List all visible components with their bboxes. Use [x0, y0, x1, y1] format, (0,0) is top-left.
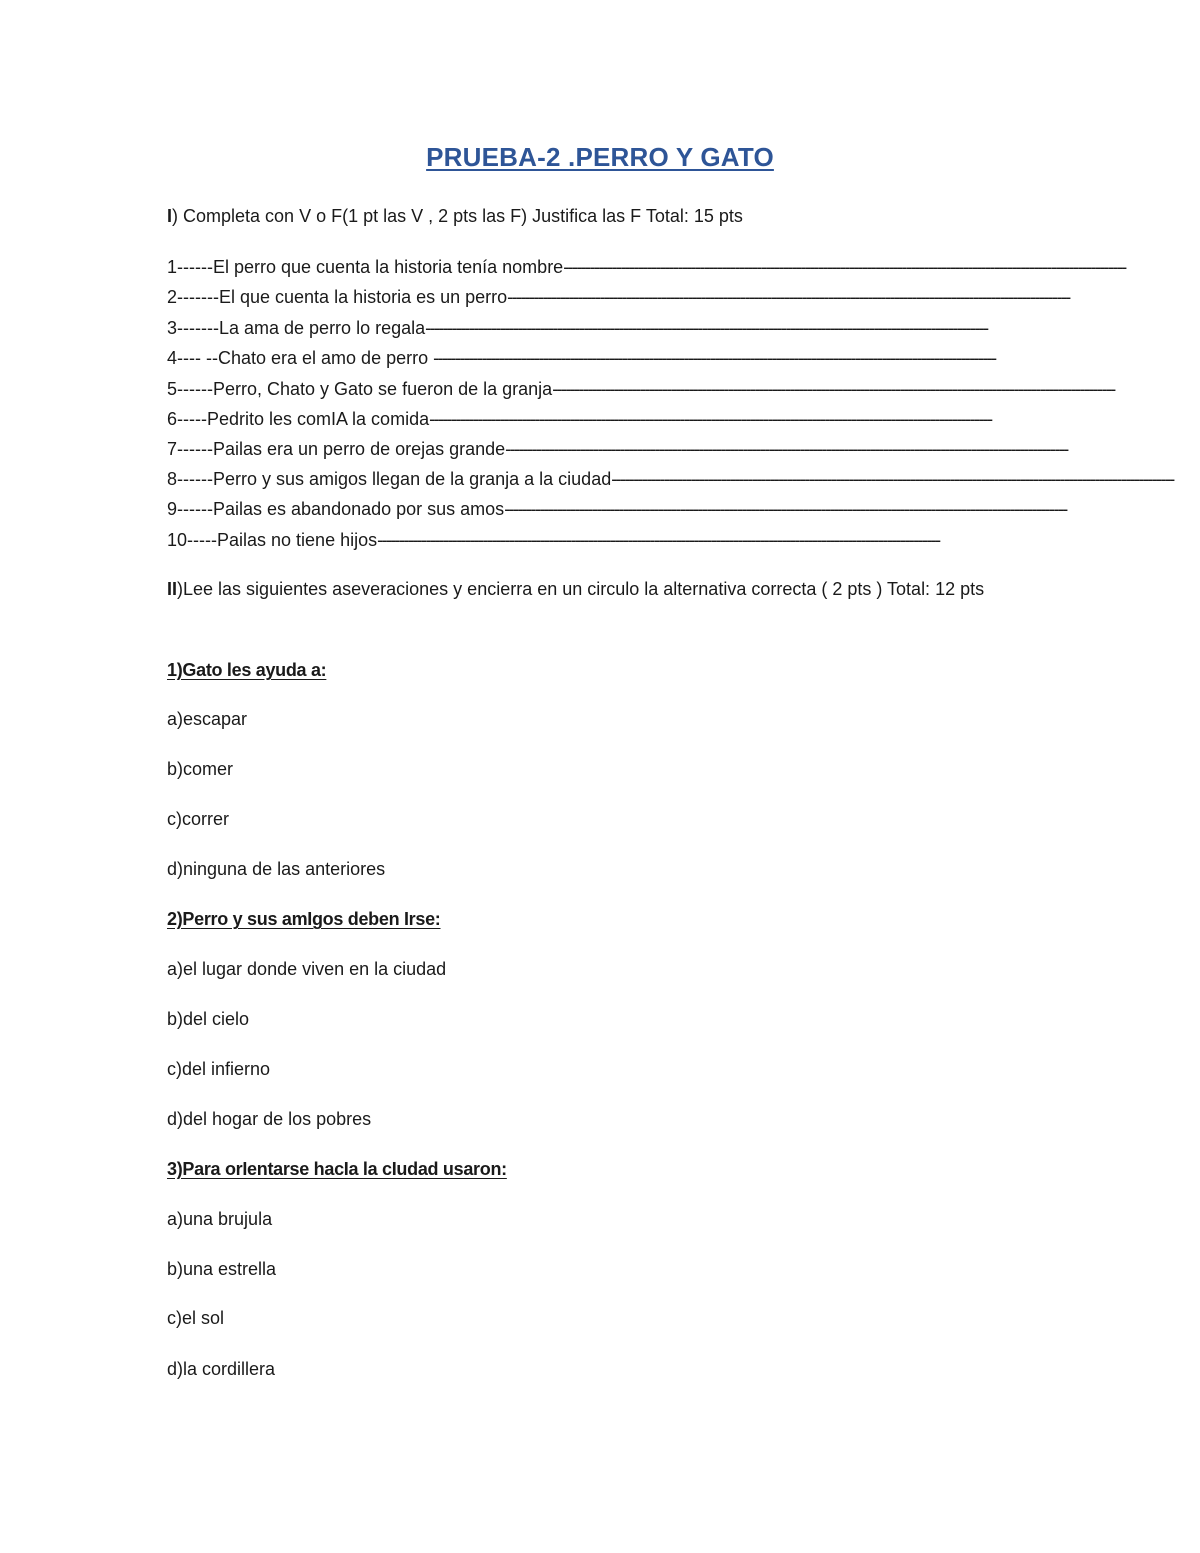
- tf-item: 1------El perro que cuenta la historia tenía nombre--------------------------------------------------------------------------------------------------------------------------------: [167, 257, 1126, 277]
- question-2-option: d)del hogar de los pobres: [167, 1109, 372, 1129]
- tf-item: 8------Perro y sus amigos llegan de la granja a la ciudad--------------------------------------------------------------------------------------------------------------------------------: [167, 469, 1174, 489]
- page-title: PRUEBA-2 .PERRO Y GATO: [426, 142, 774, 172]
- question-2-option: b)del cielo: [167, 1009, 250, 1029]
- section-2-instruction-text: )Lee las siguientes aseveraciones y encierra en un circulo la alternativa correcta ( 2 pts ) Total: 12 pts: [177, 579, 985, 599]
- tf-item: 2-------El que cuenta la historia es un perro--------------------------------------------------------------------------------------------------------------------------------: [167, 287, 1070, 307]
- tf-item: 9------Pailas es abandonado por sus amos--------------------------------------------------------------------------------------------------------------------------------: [167, 499, 1067, 519]
- section-2-instruction: [167, 574, 1037, 605]
- question-1-option: d)ninguna de las anteriores: [167, 859, 386, 879]
- tf-item: 3-------La ama de perro lo regala--------------------------------------------------------------------------------------------------------------------------------: [167, 318, 988, 338]
- tf-item: 7------Pailas era un perro de orejas grande--------------------------------------------------------------------------------------------------------------------------------: [167, 439, 1068, 459]
- section-1-numeral: I: [167, 206, 173, 226]
- section-1-instruction-text: ) Completa con V o F(1 pt las V , 2 pts las F) Justifica las F Total: 15 pts: [172, 206, 743, 226]
- question-3-option: d)la cordillera: [167, 1359, 276, 1379]
- question-1-label: 1)Gato les ayuda a:: [167, 660, 327, 680]
- question-2-label: 2)Perro y sus amIgos deben Irse:: [167, 909, 441, 929]
- question-1-option: a)escapar: [167, 709, 248, 729]
- question-2-option: a)el lugar donde viven en la ciudad: [167, 959, 447, 979]
- question-3-label: 3)Para orIentarse hacIa la cIudad usaron:: [167, 1159, 507, 1179]
- question-3-option: b)una estrella: [167, 1259, 277, 1279]
- question-3-option: c)el sol: [167, 1308, 225, 1328]
- question-1-option: b)comer: [167, 759, 234, 779]
- question-2-option: c)del infierno: [167, 1059, 271, 1079]
- tf-item: 6-----Pedrito les comIA la comida--------------------------------------------------------------------------------------------------------------------------------: [167, 409, 992, 429]
- question-1-option: c)correr: [167, 809, 229, 829]
- section-2-numeral: II: [167, 579, 178, 599]
- question-3-option: a)una brujula: [167, 1209, 273, 1229]
- tf-item: 4---- --Chato era el amo de perro --------------------------------------------------------------------------------------------------------------------------------: [167, 348, 996, 368]
- tf-item: 10-----Pailas no tiene hijos--------------------------------------------------------------------------------------------------------------------------------: [167, 530, 940, 550]
- section-1-instruction: [167, 204, 743, 228]
- tf-item: 5------Perro, Chato y Gato se fueron de la granja--------------------------------------------------------------------------------------------------------------------------------: [167, 379, 1115, 399]
